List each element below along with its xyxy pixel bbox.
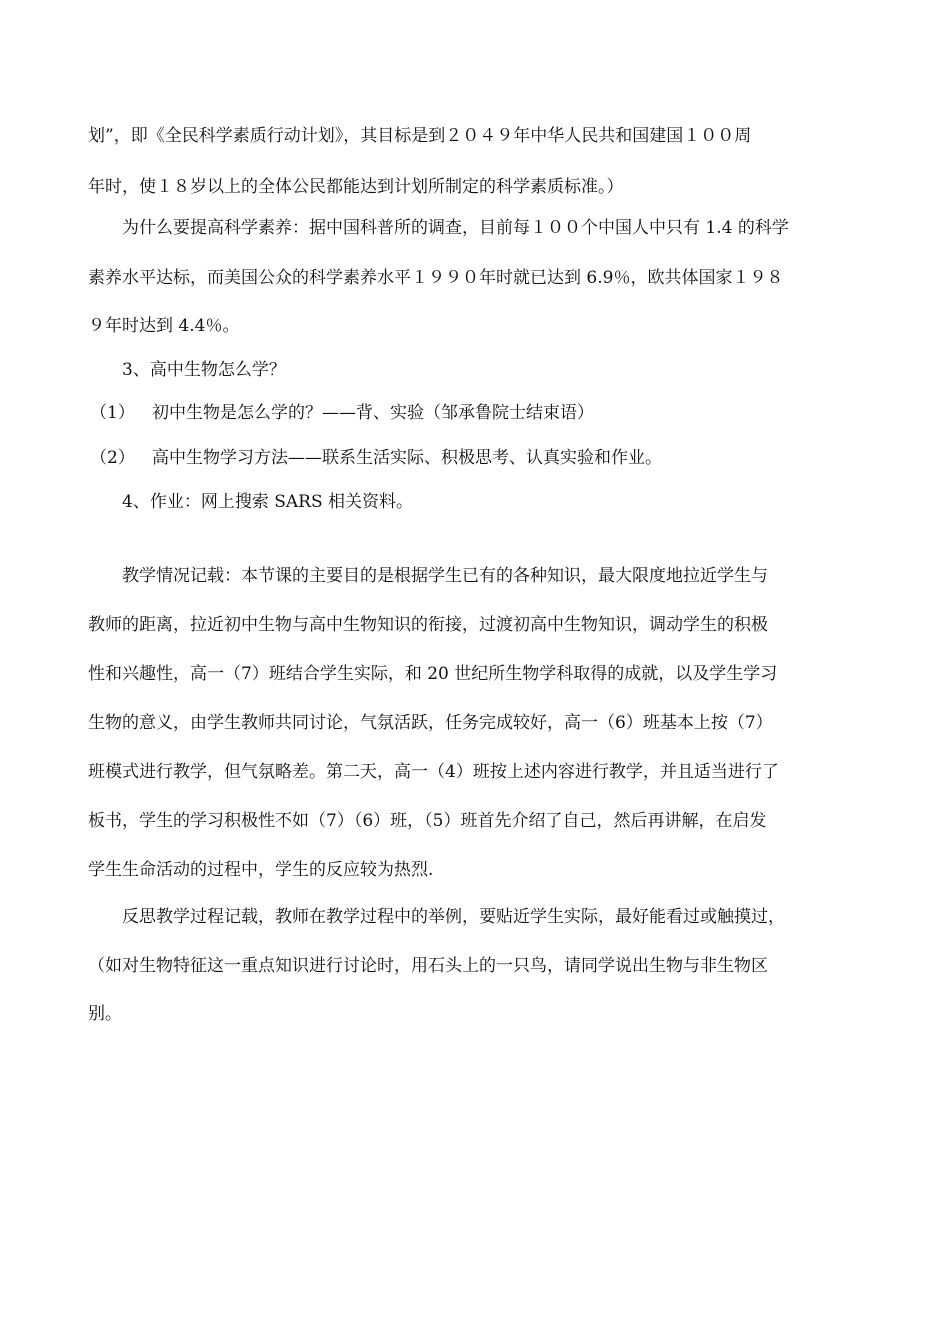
- paragraph-line: 学生生命活动的过程中，学生的反应较为热烈.: [88, 860, 434, 880]
- list-item-text: 初中生物是怎么学的？——背、实验（邹承鲁院士结束语）: [152, 403, 594, 423]
- list-item-number: （2）: [90, 448, 135, 468]
- paragraph-line: 性和兴趣性，高一（7）班结合学生实际，和 20 世纪所生物学科取得的成就，以及学生学习: [88, 664, 778, 684]
- paragraph-line: 为什么要提高科学素养：据中国科普所的调查，目前每１００个中国人中只有 1.4 的科学: [122, 218, 789, 238]
- paragraph-line: 反思教学过程记载，教师在教学过程中的举例，要贴近学生实际，最好能看过或触摸过，: [122, 907, 785, 927]
- list-item: [90, 401, 594, 425]
- list-item: [90, 446, 662, 470]
- paragraph-line: 班模式进行教学，但气氛略差。第二天，高一（4）班按上述内容进行教学，并且适当进行了: [88, 762, 779, 782]
- paragraph-line: 素养水平达标，而美国公众的科学素养水平１９９０年时就已达到 6.9％，欧共体国家１９８: [88, 268, 784, 288]
- paragraph-line: 别。: [88, 1004, 122, 1024]
- section-heading: 4、作业：网上搜索 SARS 相关资料。: [122, 492, 413, 512]
- paragraph-line: ９年时达到 4.4％。: [88, 316, 240, 336]
- paragraph-line: 板书，学生的学习积极性不如（7）（6）班，（5）班首先介绍了自己，然后再讲解，在启发: [88, 811, 767, 831]
- paragraph-line: 生物的意义，由学生教师共同讨论，气氛活跃，任务完成较好，高一（6）班基本上按（7）: [88, 713, 773, 733]
- section-heading: 3、高中生物怎么学？: [122, 360, 286, 380]
- paragraph-line: 划”，即《全民科学素质行动计划》，其目标是到２０４９年中华人民共和国建国１００周: [88, 126, 752, 146]
- list-item-text: 高中生物学习方法——联系生活实际、积极思考、认真实验和作业。: [152, 448, 662, 468]
- paragraph-line: 教学情况记载：本节课的主要目的是根据学生已有的各种知识，最大限度地拉近学生与: [122, 566, 768, 586]
- paragraph-line: 年时，使１８岁以上的全体公民都能达到计划所制定的科学素质标准。）: [88, 177, 624, 197]
- paragraph-line: 教师的距离，拉近初中生物与高中生物知识的衔接，过渡初高中生物知识，调动学生的积极: [88, 615, 768, 635]
- list-item-number: （1）: [90, 403, 135, 423]
- paragraph-line: （如对生物特征这一重点知识进行讨论时，用石头上的一只鸟，请同学说出生物与非生物区: [88, 956, 768, 976]
